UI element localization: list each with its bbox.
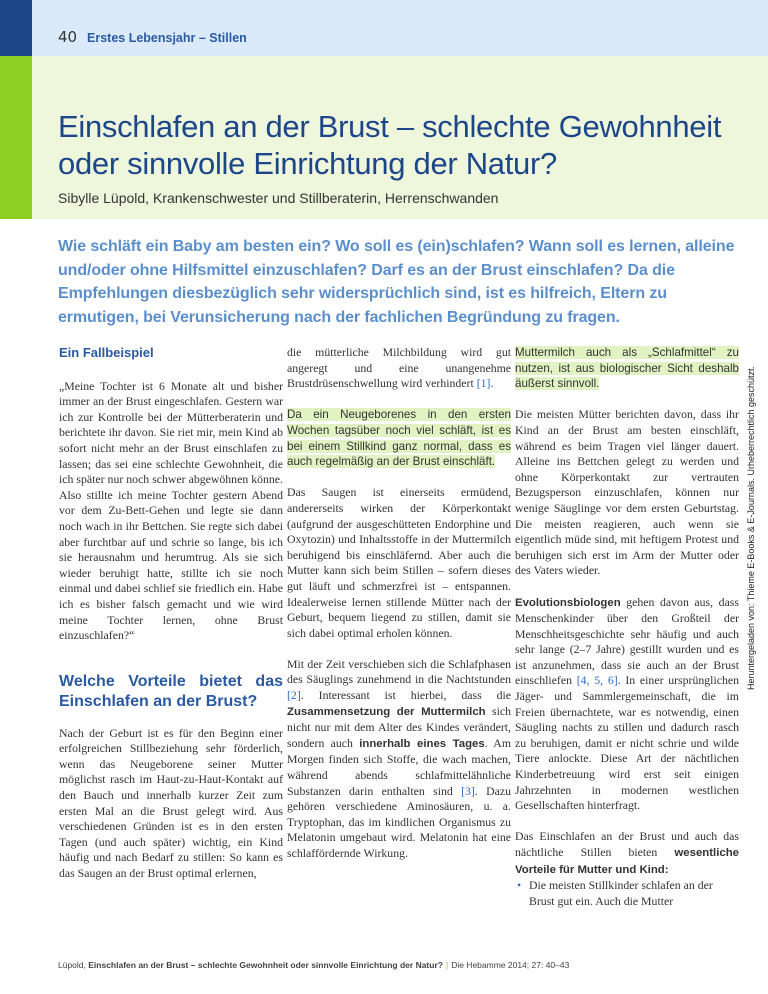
- advantages-list: [515, 878, 739, 909]
- bold-term: wesentliche Vorteile für Mutter und Kind:: [515, 847, 739, 876]
- author-line: Sibylle Lüpold, Krankenschwester und Stillberaterin, Herrenschwanden: [58, 190, 499, 206]
- paragraph: Nach der Geburt ist es für den Beginn einer erfolgreichen Stillbeziehung sehr förderlich, wenn das Neugeborene seiner Mutter möglichst rasch im Haut-zu-Haut-Kontakt auf den Bauch und innerhalb kurzer Zeit zum ersten Mal an die Brust gelegt wird. Aus verschiedenen Gründen ist es in den ersten Tagen (und auch später) wichtig, ein Kind häufig und nach Bedarf zu stillen: So kann es das Saugen an der Brust optimal erlernen,: [59, 725, 283, 881]
- paragraph: Mit der Zeit verschieben sich die Schlafphasen des Säuglings zunehmend in die Nachtstunden [2]. Interessant ist hierbei, dass die Zusammensetzung der Muttermilch sich nicht nur mit dem Alter des Kindes verändert, sondern auch innerhalb eines Tages. Am Morgen finden sich Stoffe, die wach machen, während abends schlafmittelähnliche Substanzen darin enthalten sind [3]. Dazu gehören verschiedene Aminosäuren, u. a. Tryptophan, das im kindlichen Organismus zu Melatonin umgebaut wird. Melatonin hat eine schlaffördernde Wirkung.: [287, 656, 512, 860]
- title-line-1: Einschlafen an der Brust – schlechte Gewohnheit: [58, 109, 722, 144]
- title-accent-bar: [0, 56, 32, 219]
- column-2: [287, 345, 511, 877]
- highlight-text: Muttermilch auch als „Schlafmittel“ zu nutzen, ist aus biologischer Sicht deshalb äußerst sinnvoll.: [515, 346, 739, 391]
- section-title: Erstes Lebensjahr – Stillen: [87, 31, 247, 45]
- paragraph: die mütterliche Milchbildung wird gut angeregt und eine unangenehme Brustdrüsenschwellung wird verhindert [1].: [287, 345, 511, 391]
- page-number: 40: [58, 28, 78, 46]
- bold-term: Zusammensetzung der Muttermilch: [287, 705, 486, 718]
- highlight-box: [515, 345, 739, 392]
- reference-link[interactable]: [4, 5, 6]: [576, 673, 618, 688]
- bold-term: innerhalb eines Tages: [359, 737, 485, 750]
- paragraph: Das Saugen ist einerseits ermüdend, andererseits wirken der Körperkontakt (aufgrund der ausgeschütteten Endorphine und Oxytozin) und Inhaltsstoffe in der Muttermilch beruhigend bis einschläfernd. Aber auch die Mutter kann sich beim Stillen – sofern dieses gut läuft und schmerzfrei ist – entspannen. Idealerweise lernen stillende Mütter nach der Geburt, bequem liegend zu stillen, damit sie sich dabei optimal erholen können.: [287, 485, 511, 640]
- footer-title: Einschlafen an der Brust – schlechte Gewohnheit oder sinnvolle Einrichtung der Natur?: [88, 960, 443, 970]
- paragraph: Das Einschlafen an der Brust und auch das nächtliche Stillen bieten wesentliche Vorteile für Mutter und Kind:: [515, 829, 739, 876]
- footer-journal: Die Hebamme 2014; 27: 40–43: [451, 960, 570, 970]
- header-band: [0, 0, 768, 56]
- reference-link[interactable]: [1]: [476, 376, 491, 391]
- title-line-2: oder sinnvolle Einrichtung der Natur?: [58, 146, 557, 181]
- footer-separator: |: [445, 960, 449, 970]
- download-notice: Heruntergeladen von: Thieme E-Books & E-Journals. Urheberrechtlich geschützt.: [746, 366, 756, 690]
- column-3: [515, 345, 739, 909]
- heading-vorteile: Welche Vorteile bietet das Einschlafen an der Brust?: [59, 672, 283, 710]
- article-title: [58, 108, 758, 182]
- column-1: [59, 345, 283, 897]
- header-accent-bar: [0, 0, 32, 56]
- highlight-text: Da ein Neugeborenes in den ersten Wochen tagsüber noch viel schläft, ist es bei einem Stillkind ganz normal, dass es auch regelmäßig an der Brust einschläft.: [287, 408, 511, 469]
- paragraph: Evolutionsbiologen gehen davon aus, dass Menschenkinder über den Großteil der Menschheitsgeschichte sehr häufig und auch sehr lange (2–7 Jahre) gestillt wurden und es ist anzunehmen, dass sie auch an der Brust einschliefen [4, 5, 6]. In einer ursprünglichen Jäger- und Sammlergemeinschaft, die im Freien übernachtete, war es notwendig, einen Säugling nachts zu stillen und dadurch rasch zu beruhigen, damit er nicht schrie und wilde Tiere anlockte. Diese Art der nächtlichen Kinderbetreuung wird erst seit einigen Jahrzehnten in modernen westlichen Gesellschaften hinterfragt.: [515, 594, 739, 813]
- list-item: • Die meisten Stillkinder schlafen an der Brust gut ein. Auch die Mutter: [529, 878, 739, 909]
- reference-link[interactable]: [3]: [461, 783, 475, 798]
- bold-term: Evolutionsbiologen: [515, 596, 621, 609]
- footer-author: Lüpold,: [58, 960, 89, 970]
- footer-citation: [58, 960, 569, 970]
- case-quote: „Meine Tochter ist 6 Monate alt und bisher immer an der Brust eingeschlafen. Gestern war ich zur Kontrolle bei der Mütterberaterin und berichtete ihr davon. Sie riet mir, mein Kind ab sofort nicht mehr an der Brust einschlafen zu lassen; das sei eine schlechte Gewohnheit, die ich später nur noch schwer abgewöhnen könne. Also stillte ich meine Tochter gestern Abend vor dem Zu-Bett-Gehen und legte sie dann noch wach in ihr Bettchen. Sie regte sich dabei aber furchtbar auf und schrie so lange, bis ich sie herausnahm und herumtrug. Als sie sich wieder beruhigt hatte, stillte ich sie noch einmal und dabei schlief sie friedlich ein. Habe ich es bisher falsch gemacht und wie wird meine Tochter lernen, ohne Brust einzuschlafen?“: [59, 378, 283, 643]
- lead-paragraph: Wie schläft ein Baby am besten ein? Wo soll es (ein)schlafen? Wann soll es lernen, alleine und/oder ohne Hilfsmittel einzuschlafen? Darf es an der Brust einschlafen? Da die Empfehlungen diesbezüglich sehr widersprüchlich sind, ist es hilfreich, Eltern zu ermutigen, bei Verunsicherung nach der fachlichen Begründung zu fragen.: [58, 238, 735, 326]
- paragraph: Die meisten Mütter berichten davon, dass ihr Kind an der Brust am besten einschläft, während es beim Tragen viel länger dauert. Alleine ins Bettchen gelegt zu werden und ohne Körperkontakt zur vertrauten Bezugsperson einzuschlafen, können nur wenige Säuglinge vor dem ersten Geburtstag. Die meisten reagieren, auch wenn sie eigentlich müde sind, mit heftigem Protest und beruhigen sich erst im Arm der Mutter oder des Vaters wieder.: [515, 407, 739, 578]
- highlight-box: [287, 407, 511, 469]
- heading-fallbeispiel: Ein Fallbeispiel: [59, 345, 154, 360]
- reference-link[interactable]: [2]: [287, 688, 301, 703]
